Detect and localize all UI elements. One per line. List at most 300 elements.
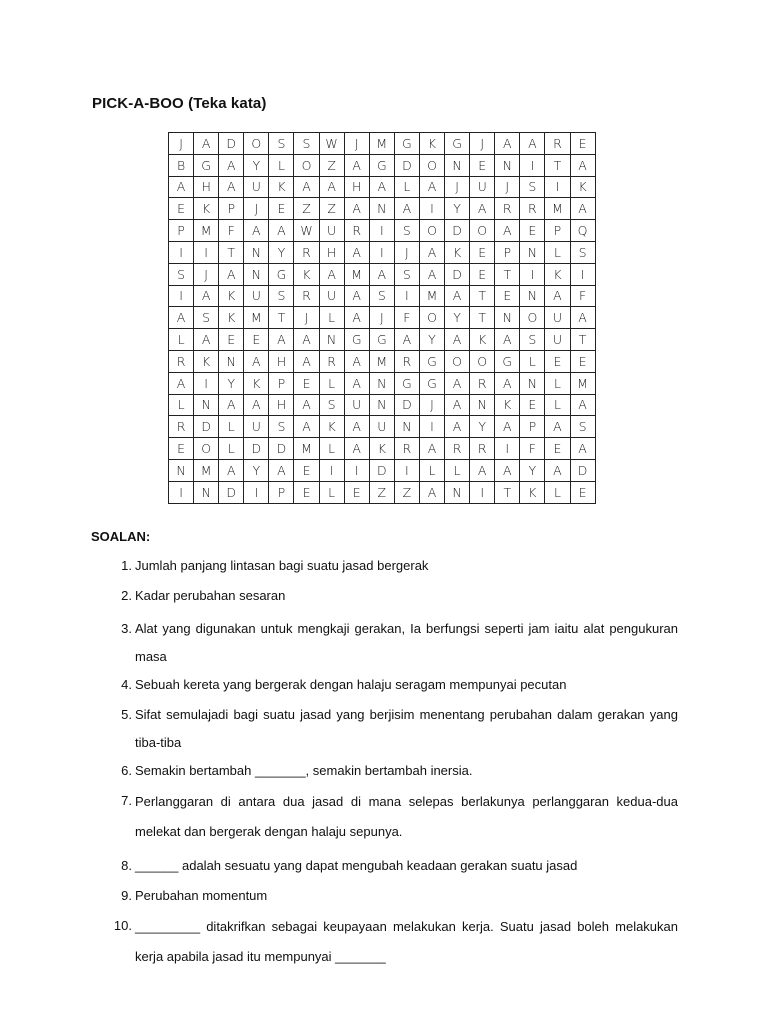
grid-cell: M bbox=[194, 220, 219, 242]
grid-cell: S bbox=[269, 133, 294, 155]
question-number: 9. bbox=[121, 888, 132, 903]
grid-cell: I bbox=[520, 263, 545, 285]
grid-cell: K bbox=[445, 241, 470, 263]
grid-cell: U bbox=[545, 329, 570, 351]
grid-cell: D bbox=[394, 394, 419, 416]
grid-cell: I bbox=[520, 154, 545, 176]
grid-cell: K bbox=[219, 307, 244, 329]
grid-cell: E bbox=[244, 329, 269, 351]
grid-cell: S bbox=[520, 329, 545, 351]
grid-cell: N bbox=[244, 263, 269, 285]
grid-cell: A bbox=[445, 329, 470, 351]
grid-cell: O bbox=[294, 154, 319, 176]
grid-cell: L bbox=[319, 307, 344, 329]
grid-cell: L bbox=[219, 416, 244, 438]
grid-cell: G bbox=[495, 350, 520, 372]
grid-cell: U bbox=[369, 416, 394, 438]
grid-cell: M bbox=[294, 438, 319, 460]
grid-cell: K bbox=[419, 133, 444, 155]
grid-cell: I bbox=[394, 285, 419, 307]
grid-cell: A bbox=[495, 329, 520, 351]
grid-cell: N bbox=[520, 372, 545, 394]
grid-cell: A bbox=[545, 416, 570, 438]
question-text: Sebuah kereta yang bergerak dengan halaju seragam mempunyai pecutan bbox=[135, 677, 567, 692]
grid-cell: Z bbox=[369, 481, 394, 503]
grid-cell: U bbox=[244, 285, 269, 307]
grid-row bbox=[169, 481, 596, 503]
question-text: _________ ditakrifkan sebagai keupayaan melakukan kerja. Suatu jasad boleh melakukan kerja apabila jasad itu mempunyai _______ bbox=[135, 919, 678, 964]
grid-cell: U bbox=[319, 220, 344, 242]
grid-cell: O bbox=[520, 307, 545, 329]
grid-cell: A bbox=[545, 285, 570, 307]
grid-cell: O bbox=[445, 350, 470, 372]
grid-cell: I bbox=[194, 372, 219, 394]
grid-cell: N bbox=[369, 372, 394, 394]
grid-cell: D bbox=[570, 459, 595, 481]
grid-cell: S bbox=[570, 241, 595, 263]
grid-cell: P bbox=[545, 220, 570, 242]
grid-cell: G bbox=[194, 154, 219, 176]
grid-cell: R bbox=[344, 220, 369, 242]
grid-cell: I bbox=[570, 263, 595, 285]
grid-cell: L bbox=[445, 459, 470, 481]
grid-cell: S bbox=[294, 133, 319, 155]
grid-cell: I bbox=[394, 459, 419, 481]
grid-cell: D bbox=[269, 438, 294, 460]
grid-cell: T bbox=[495, 481, 520, 503]
grid-cell: J bbox=[419, 394, 444, 416]
grid-cell: E bbox=[570, 481, 595, 503]
grid-cell: N bbox=[369, 198, 394, 220]
grid-cell: K bbox=[194, 350, 219, 372]
grid-cell: P bbox=[219, 198, 244, 220]
grid-cell: A bbox=[194, 133, 219, 155]
grid-cell: A bbox=[570, 438, 595, 460]
grid-cell: L bbox=[319, 372, 344, 394]
grid-cell: A bbox=[294, 394, 319, 416]
grid-cell: A bbox=[570, 198, 595, 220]
grid-row bbox=[169, 372, 596, 394]
grid-cell: M bbox=[570, 372, 595, 394]
grid-cell: A bbox=[495, 372, 520, 394]
grid-cell: H bbox=[269, 350, 294, 372]
grid-cell: A bbox=[344, 198, 369, 220]
grid-cell: A bbox=[169, 176, 194, 198]
grid-cell: E bbox=[470, 241, 495, 263]
grid-cell: T bbox=[545, 154, 570, 176]
question-number: 10. bbox=[113, 918, 132, 933]
question-text: Semakin bertambah _______, semakin bertambah inersia. bbox=[135, 763, 473, 778]
question-text: Sifat semulajadi bagi suatu jasad yang berjisim menentang perubahan dalam gerakan yang tiba-tiba bbox=[135, 707, 678, 750]
grid-cell: D bbox=[219, 133, 244, 155]
grid-cell: P bbox=[269, 372, 294, 394]
grid-cell: A bbox=[344, 372, 369, 394]
grid-cell: O bbox=[470, 350, 495, 372]
grid-cell: K bbox=[194, 198, 219, 220]
grid-cell: E bbox=[294, 459, 319, 481]
grid-cell: L bbox=[319, 438, 344, 460]
grid-cell: A bbox=[194, 285, 219, 307]
grid-cell: Z bbox=[319, 198, 344, 220]
grid-cell: S bbox=[520, 176, 545, 198]
question-number: 2. bbox=[121, 588, 132, 603]
grid-cell: Y bbox=[244, 459, 269, 481]
grid-cell: T bbox=[219, 241, 244, 263]
grid-cell: L bbox=[269, 154, 294, 176]
grid-cell: R bbox=[294, 241, 319, 263]
grid-cell: A bbox=[344, 416, 369, 438]
grid-cell: A bbox=[394, 198, 419, 220]
grid-cell: N bbox=[445, 481, 470, 503]
grid-row bbox=[169, 220, 596, 242]
grid-cell: I bbox=[169, 481, 194, 503]
grid-cell: A bbox=[344, 350, 369, 372]
grid-cell: N bbox=[244, 241, 269, 263]
grid-cell: S bbox=[369, 285, 394, 307]
grid-cell: J bbox=[369, 307, 394, 329]
question-text: Kadar perubahan sesaran bbox=[135, 588, 286, 603]
grid-cell: D bbox=[445, 263, 470, 285]
grid-cell: A bbox=[369, 176, 394, 198]
grid-cell: L bbox=[169, 329, 194, 351]
grid-cell: A bbox=[294, 329, 319, 351]
grid-cell: A bbox=[470, 459, 495, 481]
grid-cell: L bbox=[545, 394, 570, 416]
grid-row bbox=[169, 133, 596, 155]
grid-cell: A bbox=[419, 263, 444, 285]
grid-cell: S bbox=[319, 394, 344, 416]
grid-cell: A bbox=[169, 372, 194, 394]
question-number: 5. bbox=[121, 707, 132, 722]
grid-cell: A bbox=[545, 459, 570, 481]
grid-cell: L bbox=[419, 459, 444, 481]
grid-cell: Y bbox=[419, 329, 444, 351]
grid-row bbox=[169, 285, 596, 307]
grid-cell: A bbox=[319, 263, 344, 285]
grid-cell: I bbox=[169, 241, 194, 263]
grid-cell: U bbox=[545, 307, 570, 329]
grid-cell: U bbox=[319, 285, 344, 307]
grid-cell: D bbox=[219, 481, 244, 503]
question-number: 8. bbox=[121, 858, 132, 873]
grid-cell: J bbox=[344, 133, 369, 155]
grid-cell: A bbox=[344, 307, 369, 329]
grid-cell: N bbox=[520, 285, 545, 307]
grid-cell: M bbox=[369, 350, 394, 372]
grid-cell: R bbox=[319, 350, 344, 372]
grid-cell: K bbox=[545, 263, 570, 285]
grid-cell: A bbox=[570, 154, 595, 176]
grid-row bbox=[169, 459, 596, 481]
question-item bbox=[110, 852, 678, 880]
grid-cell: A bbox=[244, 350, 269, 372]
grid-cell: H bbox=[269, 394, 294, 416]
grid-cell: E bbox=[570, 350, 595, 372]
grid-cell: L bbox=[545, 372, 570, 394]
grid-cell: P bbox=[495, 241, 520, 263]
grid-row bbox=[169, 438, 596, 460]
question-list bbox=[110, 552, 678, 972]
grid-cell: P bbox=[520, 416, 545, 438]
grid-cell: K bbox=[495, 394, 520, 416]
grid-cell: A bbox=[294, 350, 319, 372]
grid-cell: L bbox=[169, 394, 194, 416]
grid-row bbox=[169, 176, 596, 198]
grid-cell: G bbox=[394, 372, 419, 394]
grid-cell: W bbox=[294, 220, 319, 242]
question-item bbox=[110, 787, 678, 847]
grid-cell: Y bbox=[244, 154, 269, 176]
grid-cell: G bbox=[394, 133, 419, 155]
grid-cell: A bbox=[244, 220, 269, 242]
grid-cell: R bbox=[470, 372, 495, 394]
grid-row bbox=[169, 154, 596, 176]
grid-cell: G bbox=[419, 350, 444, 372]
grid-row bbox=[169, 241, 596, 263]
grid-cell: K bbox=[244, 372, 269, 394]
grid-cell: N bbox=[169, 459, 194, 481]
grid-cell: A bbox=[369, 263, 394, 285]
grid-cell: L bbox=[219, 438, 244, 460]
grid-row bbox=[169, 394, 596, 416]
grid-cell: N bbox=[470, 394, 495, 416]
grid-cell: G bbox=[269, 263, 294, 285]
grid-cell: K bbox=[520, 481, 545, 503]
grid-cell: E bbox=[545, 350, 570, 372]
question-item bbox=[110, 552, 678, 580]
grid-cell: F bbox=[570, 285, 595, 307]
question-text: Perubahan momentum bbox=[135, 888, 268, 903]
grid-cell: K bbox=[369, 438, 394, 460]
grid-cell: O bbox=[194, 438, 219, 460]
grid-cell: I bbox=[369, 241, 394, 263]
grid-cell: G bbox=[445, 133, 470, 155]
grid-cell: R bbox=[394, 350, 419, 372]
grid-cell: A bbox=[294, 416, 319, 438]
grid-cell: S bbox=[269, 285, 294, 307]
grid-cell: A bbox=[219, 154, 244, 176]
grid-cell: J bbox=[294, 307, 319, 329]
grid-cell: A bbox=[344, 285, 369, 307]
grid-cell: I bbox=[194, 241, 219, 263]
grid-cell: I bbox=[495, 438, 520, 460]
grid-cell: D bbox=[445, 220, 470, 242]
grid-cell: A bbox=[344, 438, 369, 460]
grid-cell: E bbox=[344, 481, 369, 503]
grid-cell: J bbox=[470, 133, 495, 155]
grid-cell: R bbox=[294, 285, 319, 307]
grid-cell: N bbox=[219, 350, 244, 372]
grid-cell: G bbox=[369, 329, 394, 351]
question-item bbox=[110, 882, 678, 910]
grid-cell: B bbox=[169, 154, 194, 176]
grid-cell: A bbox=[219, 176, 244, 198]
grid-cell: I bbox=[470, 481, 495, 503]
grid-cell: A bbox=[244, 394, 269, 416]
grid-cell: L bbox=[545, 481, 570, 503]
grid-cell: T bbox=[470, 307, 495, 329]
grid-cell: I bbox=[244, 481, 269, 503]
grid-cell: D bbox=[369, 459, 394, 481]
grid-cell: A bbox=[570, 307, 595, 329]
grid-cell: A bbox=[219, 394, 244, 416]
grid-cell: I bbox=[319, 459, 344, 481]
grid-cell: U bbox=[244, 416, 269, 438]
question-text: ______ adalah sesuatu yang dapat mengubah keadaan gerakan suatu jasad bbox=[135, 858, 578, 873]
grid-cell: S bbox=[394, 263, 419, 285]
question-item bbox=[110, 757, 678, 785]
grid-cell: F bbox=[520, 438, 545, 460]
grid-cell: A bbox=[445, 285, 470, 307]
grid-cell: A bbox=[319, 176, 344, 198]
grid-cell: Z bbox=[319, 154, 344, 176]
grid-cell: O bbox=[419, 220, 444, 242]
grid-row bbox=[169, 329, 596, 351]
grid-cell: E bbox=[470, 263, 495, 285]
grid-cell: A bbox=[219, 263, 244, 285]
grid-cell: O bbox=[470, 220, 495, 242]
grid-cell: R bbox=[169, 416, 194, 438]
grid-cell: D bbox=[194, 416, 219, 438]
grid-cell: N bbox=[445, 154, 470, 176]
grid-cell: J bbox=[445, 176, 470, 198]
grid-cell: M bbox=[344, 263, 369, 285]
grid-cell: M bbox=[244, 307, 269, 329]
grid-cell: A bbox=[169, 307, 194, 329]
grid-row bbox=[169, 416, 596, 438]
grid-cell: P bbox=[269, 481, 294, 503]
grid-cell: E bbox=[520, 220, 545, 242]
grid-cell: I bbox=[419, 198, 444, 220]
grid-cell: A bbox=[570, 394, 595, 416]
grid-cell: A bbox=[445, 372, 470, 394]
grid-cell: A bbox=[294, 176, 319, 198]
question-number: 6. bbox=[121, 763, 132, 778]
grid-cell: S bbox=[394, 220, 419, 242]
grid-cell: O bbox=[244, 133, 269, 155]
grid-cell: A bbox=[269, 220, 294, 242]
grid-cell: U bbox=[244, 176, 269, 198]
grid-cell: F bbox=[394, 307, 419, 329]
grid-cell: G bbox=[369, 154, 394, 176]
question-item bbox=[110, 701, 678, 757]
grid-cell: F bbox=[219, 220, 244, 242]
grid-cell: L bbox=[319, 481, 344, 503]
grid-cell: N bbox=[319, 329, 344, 351]
grid-cell: A bbox=[269, 329, 294, 351]
grid-cell: S bbox=[570, 416, 595, 438]
grid-cell: Z bbox=[294, 198, 319, 220]
question-text: Perlanggaran di antara dua jasad di mana selepas berlakunya perlanggaran kedua-dua melekat dan bergerak dengan halaju sepunya. bbox=[135, 794, 678, 839]
grid-cell: H bbox=[194, 176, 219, 198]
grid-cell: U bbox=[344, 394, 369, 416]
grid-cell: R bbox=[470, 438, 495, 460]
grid-cell: Y bbox=[520, 459, 545, 481]
grid-cell: A bbox=[344, 154, 369, 176]
grid-cell: J bbox=[394, 241, 419, 263]
grid-cell: I bbox=[419, 416, 444, 438]
grid-cell: Y bbox=[445, 198, 470, 220]
grid-row bbox=[169, 307, 596, 329]
grid-cell: I bbox=[545, 176, 570, 198]
grid-cell: L bbox=[520, 350, 545, 372]
grid-cell: O bbox=[419, 154, 444, 176]
grid-cell: K bbox=[269, 176, 294, 198]
grid-cell: E bbox=[520, 394, 545, 416]
question-number: 4. bbox=[121, 677, 132, 692]
grid-cell: D bbox=[394, 154, 419, 176]
question-item bbox=[110, 671, 678, 699]
grid-cell: D bbox=[244, 438, 269, 460]
grid-cell: A bbox=[495, 416, 520, 438]
grid-cell: O bbox=[419, 307, 444, 329]
grid-cell: S bbox=[194, 307, 219, 329]
grid-cell: R bbox=[169, 350, 194, 372]
grid-cell: N bbox=[520, 241, 545, 263]
question-number: 3. bbox=[121, 621, 132, 636]
grid-cell: K bbox=[319, 416, 344, 438]
grid-cell: G bbox=[344, 329, 369, 351]
grid-cell: J bbox=[194, 263, 219, 285]
grid-cell: Y bbox=[269, 241, 294, 263]
grid-cell: R bbox=[445, 438, 470, 460]
grid-cell: E bbox=[219, 329, 244, 351]
grid-cell: A bbox=[269, 459, 294, 481]
grid-cell: T bbox=[570, 329, 595, 351]
grid-cell: E bbox=[269, 198, 294, 220]
grid-cell: E bbox=[169, 198, 194, 220]
grid-cell: L bbox=[545, 241, 570, 263]
grid-cell: U bbox=[470, 176, 495, 198]
grid-cell: M bbox=[194, 459, 219, 481]
grid-cell: M bbox=[545, 198, 570, 220]
grid-cell: A bbox=[394, 329, 419, 351]
grid-cell: E bbox=[294, 481, 319, 503]
grid-cell: A bbox=[445, 416, 470, 438]
grid-cell: Y bbox=[445, 307, 470, 329]
questions-heading: SOALAN: bbox=[91, 529, 151, 544]
grid-cell: N bbox=[369, 394, 394, 416]
grid-cell: T bbox=[470, 285, 495, 307]
grid-cell: W bbox=[319, 133, 344, 155]
question-item bbox=[110, 615, 678, 671]
grid-cell: A bbox=[445, 394, 470, 416]
grid-cell: Y bbox=[470, 416, 495, 438]
grid-cell: I bbox=[369, 220, 394, 242]
grid-cell: A bbox=[470, 198, 495, 220]
grid-cell: R bbox=[495, 198, 520, 220]
grid-cell: A bbox=[419, 438, 444, 460]
grid-cell: M bbox=[369, 133, 394, 155]
grid-cell: R bbox=[545, 133, 570, 155]
question-number: 1. bbox=[121, 558, 132, 573]
grid-cell: P bbox=[169, 220, 194, 242]
grid-cell: A bbox=[194, 329, 219, 351]
question-item bbox=[110, 582, 678, 610]
grid-row bbox=[169, 350, 596, 372]
grid-cell: K bbox=[294, 263, 319, 285]
grid-cell: E bbox=[545, 438, 570, 460]
grid-cell: A bbox=[219, 459, 244, 481]
grid-cell: H bbox=[319, 241, 344, 263]
grid-cell: G bbox=[419, 372, 444, 394]
grid-cell: E bbox=[169, 438, 194, 460]
grid-cell: A bbox=[419, 481, 444, 503]
grid-cell: T bbox=[269, 307, 294, 329]
grid-cell: A bbox=[520, 133, 545, 155]
grid-cell: H bbox=[344, 176, 369, 198]
grid-cell: S bbox=[269, 416, 294, 438]
